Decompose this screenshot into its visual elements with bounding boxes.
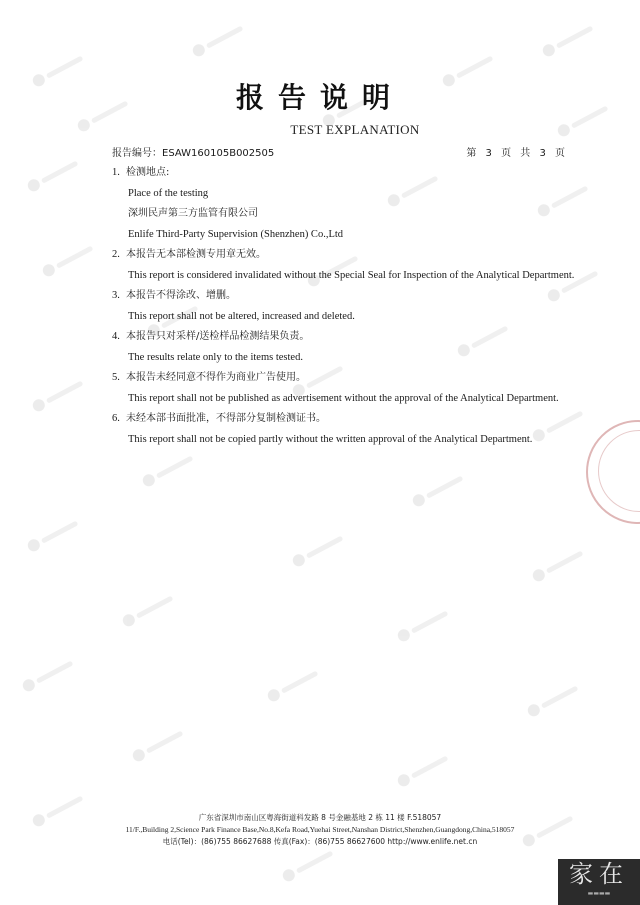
item-heading: 本报告不得涂改、增删。: [126, 290, 236, 301]
item-heading: 检测地点:: [126, 167, 170, 178]
item-number: 3.: [112, 290, 120, 301]
item-number: 2.: [112, 249, 120, 260]
item-text: 深圳民声第三方监管有限公司: [128, 208, 258, 219]
item-text: Enlife Third-Party Supervision (Shenzhen) Co.,Ltd: [128, 228, 344, 240]
item-number: 4.: [112, 331, 120, 342]
page-footer: [0, 812, 640, 848]
item-heading: 本报告只对采样/送检样品检测结果负责。: [126, 331, 310, 342]
list-item: [112, 327, 578, 368]
list-item: [112, 245, 578, 286]
item-text: This report shall not be copied partly without the written approval of the Analytical Department.: [128, 433, 533, 445]
list-item: [112, 368, 578, 409]
item-text: This report shall not be published as advertisement without the approval of the Analytical Department.: [128, 392, 559, 404]
footer-address-en: 11/F.,Building 2,Science Park Finance Base,No.8,Kefa Road,Yuehai Street,Nanshan District,Shenzhen,Guangdong,China,518057: [125, 825, 515, 834]
report-number: 报告编号：ESAW160105B002505: [112, 148, 275, 159]
explanation-list: [112, 163, 578, 450]
corner-watermark: [558, 859, 640, 905]
item-text: This report shall not be altered, increased and deleted.: [128, 310, 355, 322]
list-item: [112, 286, 578, 327]
corner-watermark-bar: ▬▬▬▬: [587, 890, 611, 897]
item-heading: 本报告未经同意不得作为商业广告使用。: [126, 372, 306, 383]
list-item: [112, 163, 578, 245]
item-text: The results relate only to the items tested.: [128, 351, 303, 363]
item-heading: 未经本部书面批准，不得部分复制检测证书。: [126, 413, 326, 424]
footer-address-cn: 广东省深圳市南山区粤海街道科发路 8 号金融基地 2 栋 11 楼 F.518057: [198, 813, 442, 822]
item-number: 6.: [112, 413, 120, 424]
page-title-cn: 报告说明: [235, 81, 404, 114]
page-title-en: TEST EXPLANATION: [290, 122, 420, 137]
footer-contact: 电话(Tel)：(86)755 86627688 传真(Fax)：(86)755 86627600 http://www.enlife.net.cn: [162, 837, 478, 846]
corner-watermark-text: 家在: [569, 860, 629, 888]
item-text: Place of the testing: [128, 187, 209, 199]
page-indicator: 第 3 页 共 3 页: [466, 148, 568, 159]
item-number: 1.: [112, 167, 120, 178]
item-text: This report is considered invalidated without the Special Seal for Inspection of the Analytical Department.: [128, 269, 575, 281]
list-item: [112, 409, 578, 450]
item-number: 5.: [112, 372, 120, 383]
item-heading: 本报告无本部检测专用章无效。: [126, 249, 266, 260]
